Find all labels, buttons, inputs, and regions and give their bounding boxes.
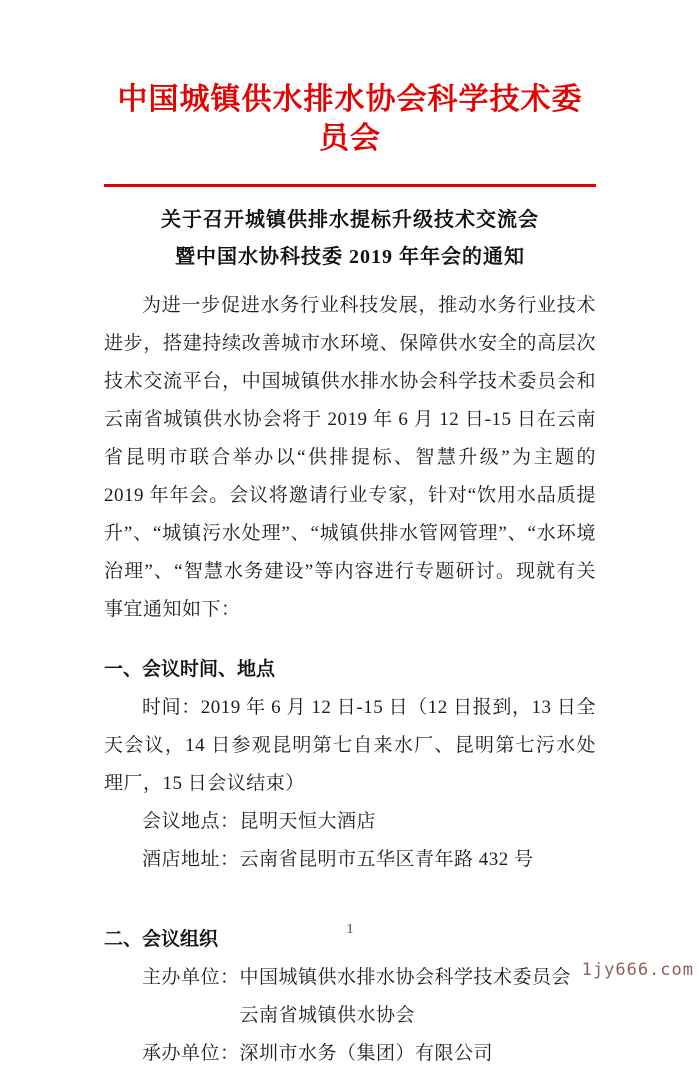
org-title: 中国城镇供水排水协会科学技术委员会 xyxy=(117,83,583,155)
hotel-address-line: 酒店地址：云南省昆明市五华区青年路 432 号 xyxy=(142,849,534,870)
meeting-venue-line: 会议地点：昆明天恒大酒店 xyxy=(142,811,377,832)
organizer-unit-row xyxy=(104,1035,596,1073)
watermark: 1jy666.com xyxy=(581,960,694,980)
doc-title-line1: 关于召开城镇供排水提标升级技术交流会 xyxy=(161,209,539,231)
doc-title xyxy=(104,202,596,276)
letterhead xyxy=(104,80,596,187)
organizer-unit-value: 深圳市水务（集团）有限公司 xyxy=(239,1043,494,1064)
host-unit-value-1: 中国城镇供水排水协会科学技术委员会 xyxy=(239,967,572,988)
doc-title-line2: 暨中国水协科技委 2019 年年会的通知 xyxy=(175,246,525,268)
intro-paragraph: 为进一步促进水务行业科技发展，推动水务行业技术进步，搭建持续改善城市水环境、保障供水安全的高层次技术交流平台，中国城镇供水排水协会科学技术委员会和云南省城镇供水协会将于 2019 年 6 月 12 日-15 日在云南省昆明市联合举办以“供排提标、智慧升级”为主题的 2019 年年会。会议将邀请行业专家，针对“饮用水品质提升”、“城镇污水处理”、“城镇供排水管网管理”、“水环境治理”、“智慧水务建设”等内容进行专题研讨。现就有关事宜通知如下： xyxy=(104,295,596,620)
organizer-unit-values xyxy=(240,1035,494,1073)
section-time-location-heading: 一、会议时间、地点 xyxy=(104,659,276,680)
page-number: 1 xyxy=(346,922,354,937)
host-unit-value-2: 云南省城镇供水协会 xyxy=(239,1005,416,1026)
host-unit-row xyxy=(104,959,596,1035)
host-unit-values xyxy=(240,959,572,1035)
letterhead-divider xyxy=(104,184,596,187)
section-time-location xyxy=(104,651,596,879)
section-organization xyxy=(104,921,596,1073)
host-unit-label: 主办单位： xyxy=(142,967,240,988)
organizer-unit-label: 承办单位： xyxy=(142,1043,240,1064)
section-organization-heading: 二、会议组织 xyxy=(104,929,219,950)
meeting-time-line: 时间：2019 年 6 月 12 日-15 日（12 日报到，13 日全天会议，14 日参观昆明第七自来水厂、昆明第七污水处理厂，15 日会议结束） xyxy=(104,697,596,794)
